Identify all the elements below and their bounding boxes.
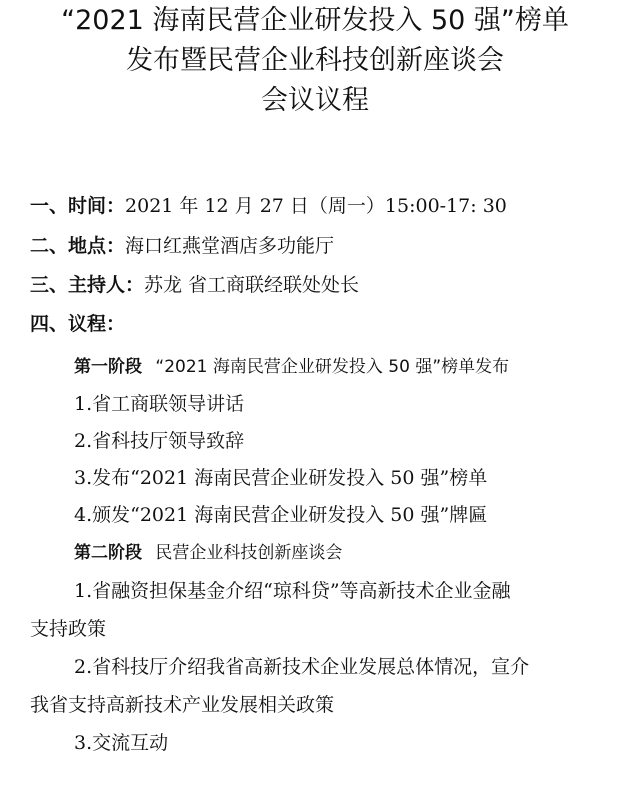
place-label: 二、地点： bbox=[30, 235, 126, 257]
phase1-item-1: 1.省工商联领导讲话 bbox=[74, 393, 245, 415]
document-title-line-1: “2021 海南民营企业研发投入 50 强”榜单 bbox=[61, 5, 569, 36]
phase1-title: “2021 海南民营企业研发投入 50 强”榜单发布 bbox=[155, 357, 510, 377]
phase2-item-1-line-1: 1.省融资担保基金介绍“琼科贷”等高新技术企业金融 bbox=[74, 580, 511, 602]
phase2-title: 民营企业科技创新座谈会 bbox=[155, 543, 343, 563]
phase2-heading bbox=[74, 540, 342, 566]
host-line bbox=[30, 272, 359, 298]
agenda-line bbox=[30, 311, 125, 337]
phase2-item-2-line-2: 我省支持高新技术产业发展相关政策 bbox=[30, 694, 335, 716]
phase1-stage-label: 第一阶段 bbox=[74, 357, 142, 377]
phase2-item-1-line-2: 支持政策 bbox=[30, 618, 107, 640]
document-title-line-2: 发布暨民营企业科技创新座谈会 bbox=[126, 45, 504, 76]
phase2-item-3: 3.交流互动 bbox=[74, 732, 169, 754]
document-title-line-3: 会议议程 bbox=[261, 85, 369, 116]
place-value: 海口红燕堂酒店多功能厅 bbox=[125, 235, 335, 257]
time-label: 一、时间： bbox=[30, 195, 126, 217]
host-value: 苏龙 省工商联经联处处长 bbox=[144, 274, 360, 296]
phase1-heading bbox=[74, 354, 509, 380]
phase1-item-3: 3.发布“2021 海南民营企业研发投入 50 强”榜单 bbox=[74, 467, 488, 489]
agenda-label: 四、议程： bbox=[30, 313, 126, 335]
phase2-stage-label: 第二阶段 bbox=[74, 543, 142, 563]
phase1-item-4: 4.颁发“2021 海南民营企业研发投入 50 强”牌匾 bbox=[74, 504, 488, 526]
phase1-item-2: 2.省科技厅领导致辞 bbox=[74, 430, 245, 452]
phase2-item-2-line-1: 2.省科技厅介绍我省高新技术企业发展总体情况，宣介 bbox=[74, 656, 530, 678]
place-line bbox=[30, 233, 334, 259]
time-value: 2021 年 12 月 27 日（周一）15:00-17: 30 bbox=[125, 195, 507, 217]
host-label: 三、主持人： bbox=[30, 274, 145, 296]
time-line bbox=[30, 193, 507, 219]
